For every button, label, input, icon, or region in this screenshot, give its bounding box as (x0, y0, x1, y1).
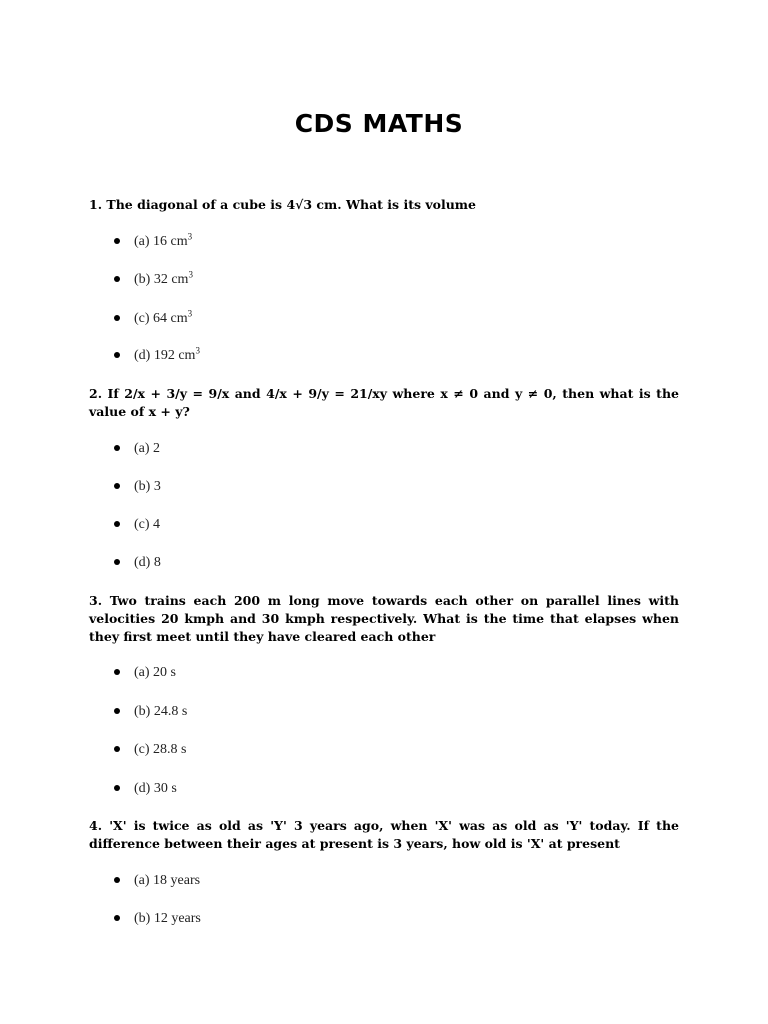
option-3d (114, 779, 177, 799)
option-3c (114, 740, 187, 760)
option-3b (114, 702, 187, 722)
bullet-icon (114, 445, 120, 451)
option-label: (b) 12 years (134, 911, 201, 926)
option-label: (d) 192 cm (134, 348, 196, 363)
bullet-icon (114, 746, 120, 752)
bullet-icon (114, 785, 120, 791)
option-1d (114, 346, 200, 366)
page-title: CDS MATHS (294, 109, 464, 138)
bullet-icon (114, 877, 120, 883)
option-1a (114, 232, 192, 252)
option-label: (a) 20 s (134, 665, 176, 680)
bullet-icon (114, 559, 120, 565)
option-label: (b) 3 (134, 479, 161, 494)
option-1c (114, 309, 192, 329)
option-label: (c) 28.8 s (134, 742, 187, 757)
option-label: (b) 32 cm (134, 272, 189, 287)
option-label: (a) 2 (134, 441, 161, 456)
option-2c (114, 515, 160, 535)
option-label: (d) 30 s (134, 781, 177, 796)
question-4: 4. 'X' is twice as old as 'Y' 3 years ago, when 'X' was as old as 'Y' today. If the difference between their ages at present is 3 years, how old is 'X' at present (89, 818, 679, 851)
superscript: 3 (187, 308, 193, 319)
option-4a (114, 871, 200, 891)
question-2: 2. If 2/x + 3/y = 9/x and 4/x + 9/y = 21/xy where x ≠ 0 and y ≠ 0, then what is the value of x + y? (89, 386, 679, 419)
option-3a (114, 663, 176, 683)
bullet-icon (114, 708, 120, 714)
option-label: (c) 64 cm (134, 311, 188, 326)
question-1: 1. The diagonal of a cube is 4√3 cm. What is its volume (89, 197, 476, 212)
option-2d (114, 553, 161, 573)
bullet-icon (114, 915, 120, 921)
option-label: (b) 24.8 s (134, 704, 188, 719)
bullet-icon (114, 276, 120, 282)
option-1b (114, 270, 193, 290)
bullet-icon (114, 352, 120, 358)
question-3: 3. Two trains each 200 m long move towards each other on parallel lines with velocities 20 kmph and 30 kmph respectively. What is the time that elapses when they first meet until they have cleared each other (89, 593, 679, 644)
superscript: 3 (188, 269, 193, 280)
bullet-icon (114, 521, 120, 527)
superscript: 3 (187, 231, 193, 242)
option-2b (114, 477, 161, 497)
option-label: (a) 16 cm (134, 234, 188, 249)
bullet-icon (114, 315, 120, 321)
option-4b (114, 909, 201, 929)
bullet-icon (114, 669, 120, 675)
option-label: (d) 8 (134, 555, 161, 570)
bullet-icon (114, 483, 120, 489)
bullet-icon (114, 238, 120, 244)
superscript: 3 (195, 345, 200, 356)
option-2a (114, 439, 160, 459)
option-label: (a) 18 years (134, 873, 201, 888)
option-label: (c) 4 (134, 517, 161, 532)
